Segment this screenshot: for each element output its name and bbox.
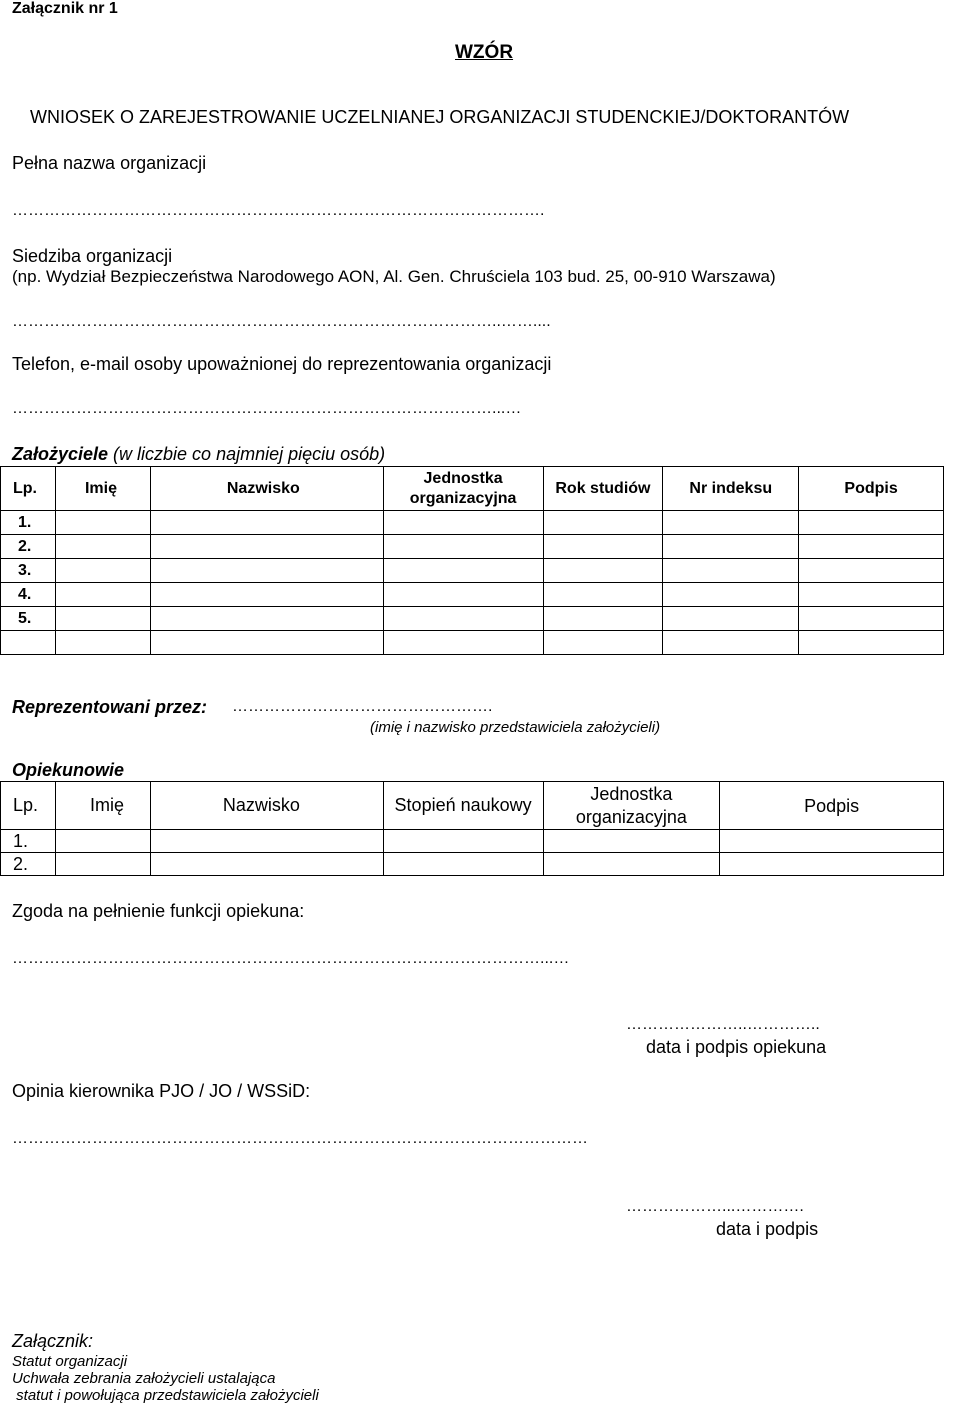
table-cell[interactable] (663, 559, 799, 583)
guardians-row-number: 2. (1, 853, 56, 876)
opinion-dots: ……………………………………………………………………………………………… (12, 1130, 588, 1147)
table-cell[interactable] (543, 511, 663, 535)
table-cell[interactable] (799, 631, 944, 655)
table-row (1, 583, 944, 607)
founders-row-number: 3. (1, 559, 56, 583)
founders-col-lp: Lp. (1, 467, 56, 511)
table-cell[interactable] (55, 830, 150, 853)
seat-label: Siedziba organizacji (12, 246, 173, 266)
founders-heading-main: Założyciele (12, 444, 109, 464)
guardians-col-first-name: Imię (55, 782, 150, 830)
appendix-item: statut i powołująca przedstawiciela założycieli (12, 1387, 319, 1404)
table-row (1, 511, 944, 535)
table-cell[interactable] (543, 607, 663, 631)
opinion-sign-dots: ………………...…………. (626, 1198, 804, 1215)
opinion-sign-label: data i podpis (716, 1219, 819, 1239)
founders-col-last-name: Nazwisko (150, 467, 383, 511)
table-cell[interactable] (55, 607, 150, 631)
document-title: WNIOSEK O ZAREJESTROWANIE UCZELNIANEJ ORGANIZACJI STUDENCKIEJ/DOKTORANTÓW (30, 107, 850, 127)
founders-row-number: 2. (1, 535, 56, 559)
table-cell[interactable] (543, 559, 663, 583)
guardians-col-unit: Jednostka organizacyjna (543, 782, 720, 830)
founders-col-first-name: Imię (55, 467, 150, 511)
opinion-label: Opinia kierownika PJO / JO / WSSiD: (12, 1081, 311, 1101)
guardians-col-signature: Podpis (720, 782, 944, 830)
table-cell[interactable] (55, 511, 150, 535)
table-row (1, 535, 944, 559)
consent-dots: ………………………………………………………………………………………...… (12, 950, 570, 967)
guardians-header-row (1, 782, 944, 830)
table-row (1, 559, 944, 583)
guardians-col-degree: Stopień naukowy (383, 782, 543, 830)
table-row (1, 830, 944, 853)
table-cell[interactable] (383, 830, 543, 853)
table-cell[interactable] (543, 830, 720, 853)
table-cell[interactable] (383, 607, 543, 631)
table-cell[interactable] (55, 559, 150, 583)
table-cell[interactable] (543, 535, 663, 559)
appendix-item: Statut organizacji (12, 1353, 128, 1370)
table-cell[interactable] (383, 583, 543, 607)
table-cell[interactable] (663, 535, 799, 559)
founders-col-unit: Jednostka organizacyjna (383, 467, 543, 511)
table-cell[interactable] (150, 511, 383, 535)
represented-note: (imię i nazwisko przedstawiciela założycieli) (370, 719, 661, 736)
guardians-table (0, 781, 944, 876)
consent-label: Zgoda na pełnienie funkcji opiekuna: (12, 901, 305, 921)
founders-row-number: 4. (1, 583, 56, 607)
founders-row-number: 1. (1, 511, 56, 535)
table-cell[interactable] (383, 511, 543, 535)
table-cell[interactable] (663, 631, 799, 655)
table-cell[interactable] (720, 830, 944, 853)
guardians-col-last-name: Nazwisko (150, 782, 383, 830)
table-cell[interactable] (55, 535, 150, 559)
founders-col-signature: Podpis (799, 467, 944, 511)
consent-sign-label: data i podpis opiekuna (646, 1037, 827, 1057)
table-cell[interactable] (150, 559, 383, 583)
attachment-number: Załącznik nr 1 (12, 0, 118, 17)
table-cell[interactable] (543, 631, 663, 655)
contact-dots: ………………………………………………………………………………...… (12, 400, 522, 417)
template-label: WZÓR (455, 42, 514, 63)
founders-row-number: 5. (1, 607, 56, 631)
table-row (1, 631, 944, 655)
table-cell[interactable] (55, 583, 150, 607)
appendix-item: Uchwała zebrania założycieli ustalająca (12, 1370, 276, 1387)
full-name-dots: ………………………………………………………………………………………. (12, 202, 545, 219)
table-cell[interactable] (799, 607, 944, 631)
contact-label: Telefon, e-mail osoby upoważnionej do reprezentowania organizacji (12, 354, 552, 374)
table-cell[interactable] (55, 631, 150, 655)
table-row (1, 853, 944, 876)
appendix-heading: Załącznik: (12, 1331, 94, 1351)
table-cell[interactable] (799, 559, 944, 583)
table-cell[interactable] (150, 535, 383, 559)
table-cell[interactable] (543, 853, 720, 876)
guardians-heading: Opiekunowie (12, 760, 125, 780)
represented-label: Reprezentowani przez: (12, 697, 208, 717)
table-cell[interactable] (663, 607, 799, 631)
founders-col-year: Rok studiów (543, 467, 663, 511)
table-cell[interactable] (150, 830, 383, 853)
table-cell[interactable] (150, 583, 383, 607)
table-cell[interactable] (150, 631, 383, 655)
table-cell[interactable] (663, 511, 799, 535)
table-cell[interactable] (383, 631, 543, 655)
seat-example: (np. Wydział Bezpieczeństwa Narodowego AON, Al. Gen. Chruściela 103 bud. 25, 00-910 Warszawa) (12, 267, 776, 286)
founders-row-number (1, 631, 56, 655)
represented-dots: …………………………………………. (232, 698, 493, 715)
full-name-label: Pełna nazwa organizacji (12, 153, 207, 173)
table-cell[interactable] (150, 853, 383, 876)
table-cell[interactable] (383, 535, 543, 559)
founders-table (0, 466, 944, 655)
table-cell[interactable] (543, 583, 663, 607)
table-cell[interactable] (150, 607, 383, 631)
table-cell[interactable] (720, 853, 944, 876)
founders-heading (12, 444, 385, 465)
guardians-col-lp: Lp. (1, 782, 56, 830)
founders-col-index: Nr indeksu (663, 467, 799, 511)
table-cell[interactable] (663, 583, 799, 607)
table-cell[interactable] (55, 853, 150, 876)
table-cell[interactable] (383, 559, 543, 583)
table-cell[interactable] (799, 535, 944, 559)
founders-header-row (1, 467, 944, 511)
guardians-row-number: 1. (1, 830, 56, 853)
table-row (1, 607, 944, 631)
founders-heading-note: (w liczbie co najmniej pięciu osób) (108, 444, 386, 464)
seat-dots: ………………………………………………………………………………..…….... (12, 313, 551, 330)
table-cell[interactable] (799, 583, 944, 607)
consent-sign-dots: …………………..………….. (626, 1016, 820, 1033)
table-cell[interactable] (383, 853, 543, 876)
table-cell[interactable] (799, 511, 944, 535)
